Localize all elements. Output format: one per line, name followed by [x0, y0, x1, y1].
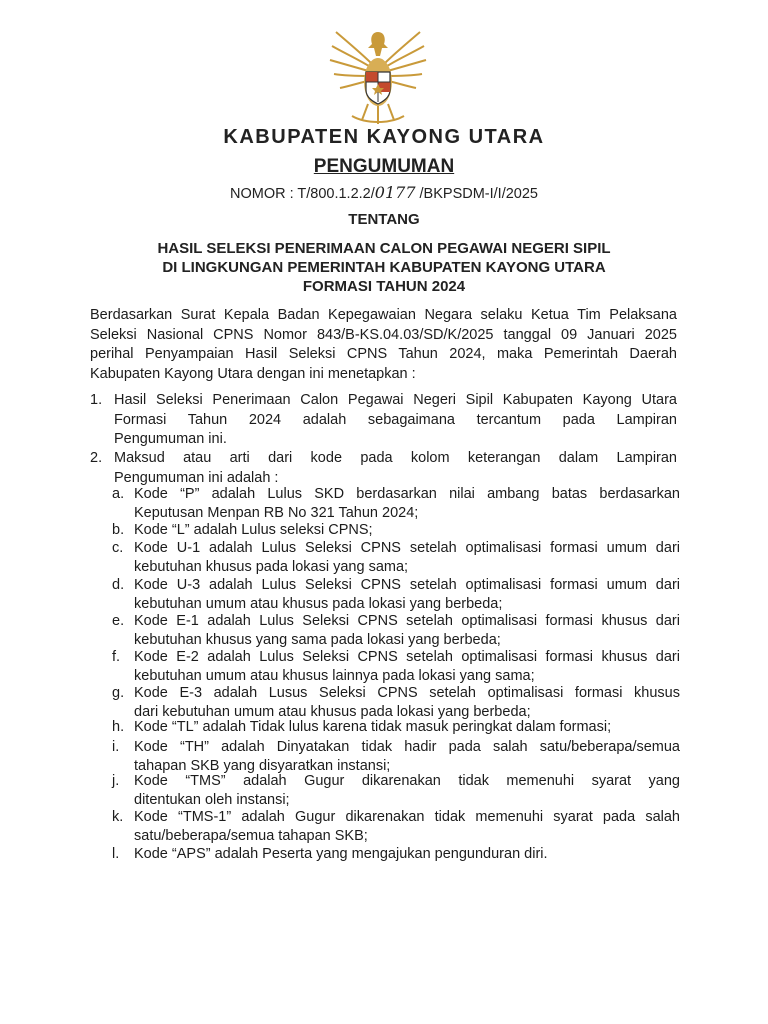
intro-line: perihal Penyampaian Hasil Seleksi CPNS Tahun 2024, maka Pemerintah Daerah: [90, 346, 677, 362]
code-line: kebutuhan umum atau khusus pada lokasi yang berbeda;: [134, 595, 503, 612]
intro-line: Seleksi Nasional CPNS Nomor 843/B-KS.04.03/SD/K/2025 tanggal 09 Januari 2025: [90, 326, 677, 343]
code-letter: b.: [112, 522, 125, 538]
code-line: Kode “TMS-1” adalah Gugur dikarenakan tidak memenuhi syarat pada salah: [134, 809, 680, 825]
code-description: [134, 539, 680, 576]
item-line: Pengumuman ini.: [114, 431, 227, 447]
title-line: DI LINGKUNGAN PEMERINTAH KABUPATEN KAYONG UTARA: [162, 259, 606, 276]
code-description: [134, 684, 680, 721]
document-type-heading: PENGUMUMAN: [313, 156, 455, 177]
code-letter: l.: [112, 846, 120, 862]
code-line: Kode “TL” adalah Tidak lulus karena tidak masuk peringkat dalam formasi;: [134, 719, 612, 735]
document-number-handwritten: 0177: [374, 183, 416, 202]
item-line: Formasi Tahun 2024 adalah sebagaimana tercantum pada Lampiran: [114, 411, 677, 428]
code-letter: i.: [112, 739, 120, 755]
code-description: [134, 612, 680, 649]
code-line: Keputusan Menpan RB No 321 Tahun 2024;: [134, 504, 419, 521]
tentang-label: TENTANG: [348, 211, 420, 228]
code-line: Kode “APS” adalah Peserta yang mengajukan pengunduran diri.: [134, 846, 548, 862]
item-line: Hasil Seleksi Penerimaan Calon Pegawai Negeri Sipil Kabupaten Kayong Utara: [114, 392, 677, 408]
code-line: Kode U-1 adalah Lulus Seleksi CPNS setelah optimalisasi formasi umum dari: [134, 540, 680, 556]
code-description: [134, 772, 680, 809]
code-line: Kode U-3 adalah Lulus Seleksi CPNS setelah optimalisasi formasi umum dari: [134, 577, 680, 593]
code-line: kebutuhan khusus pada lokasi yang sama;: [134, 558, 409, 575]
item-number: 1.: [90, 392, 103, 408]
code-line: Kode E-3 adalah Lusus Seleksi CPNS setelah optimalisasi formasi khusus: [134, 685, 680, 701]
announcement-title: [0, 239, 768, 296]
item-line: Maksud atau arti dari kode pada kolom keterangan dalam Lampiran: [114, 450, 677, 466]
code-letter: f.: [112, 649, 121, 665]
code-description: [134, 738, 680, 775]
region-heading: KABUPATEN KAYONG UTARA: [223, 126, 545, 148]
item-line: Pengumuman ini adalah :: [114, 469, 279, 486]
code-line: Kode “TH” adalah Dinyatakan tidak hadir pada salah satu/beberapa/semua: [134, 739, 680, 755]
code-letter: d.: [112, 577, 125, 593]
code-letter: j.: [112, 773, 120, 789]
code-description: [134, 845, 680, 864]
item-text: [114, 391, 677, 450]
intro-paragraph: [90, 306, 677, 384]
code-description: [134, 485, 680, 522]
code-description: [134, 648, 680, 685]
code-line: satu/beberapa/semua tahapan SKB;: [134, 827, 368, 844]
code-line: Kode E-2 adalah Lulus Seleksi CPNS setelah optimalisasi formasi khusus dari: [134, 649, 680, 665]
intro-line: Berdasarkan Surat Kepala Badan Kepegawaian Negara selaku Ketua Tim Pelaksana: [90, 307, 677, 323]
code-line: kebutuhan khusus yang sama pada lokasi yang berbeda;: [134, 631, 501, 648]
document-number-prefix: NOMOR : T/800.1.2.2/: [229, 186, 375, 202]
code-line: dari kebutuhan umum atau khusus pada lokasi yang berbeda;: [134, 703, 531, 720]
code-letter: c.: [112, 540, 124, 556]
code-line: Kode “L” adalah Lulus seleksi CPNS;: [134, 522, 373, 538]
code-description: [134, 521, 680, 540]
code-line: Kode “P” adalah Lulus SKD berdasarkan nilai ambang batas berdasarkan: [134, 486, 680, 502]
intro-line: Kabupaten Kayong Utara dengan ini menetapkan :: [90, 365, 416, 382]
code-letter: e.: [112, 613, 125, 629]
item-text: [114, 449, 677, 488]
code-line: Kode “TMS” adalah Gugur dikarenakan tidak memenuhi syarat yang: [134, 773, 680, 789]
garuda-emblem-icon: [322, 24, 434, 128]
code-line: kebutuhan umum atau khusus lainnya pada lokasi yang sama;: [134, 667, 535, 684]
item-number: 2.: [90, 450, 103, 466]
code-line: tahapan SKB yang disyaratkan instansi;: [134, 757, 391, 774]
code-letter: h.: [112, 719, 125, 735]
code-description: [134, 808, 680, 845]
code-description: [134, 718, 680, 737]
code-line: ditentukan oleh instansi;: [134, 791, 290, 808]
code-line: Kode E-1 adalah Lulus Seleksi CPNS setelah optimalisasi formasi khusus dari: [134, 613, 680, 629]
title-line: FORMASI TAHUN 2024: [302, 278, 466, 295]
document-number: [0, 183, 768, 202]
code-letter: k.: [112, 809, 124, 825]
document-number-suffix: /BKPSDM-I/I/2025: [415, 186, 538, 202]
title-line: HASIL SELEKSI PENERIMAAN CALON PEGAWAI NEGERI SIPIL: [157, 240, 611, 257]
code-letter: a.: [112, 486, 125, 502]
code-letter: g.: [112, 685, 125, 701]
code-description: [134, 576, 680, 613]
